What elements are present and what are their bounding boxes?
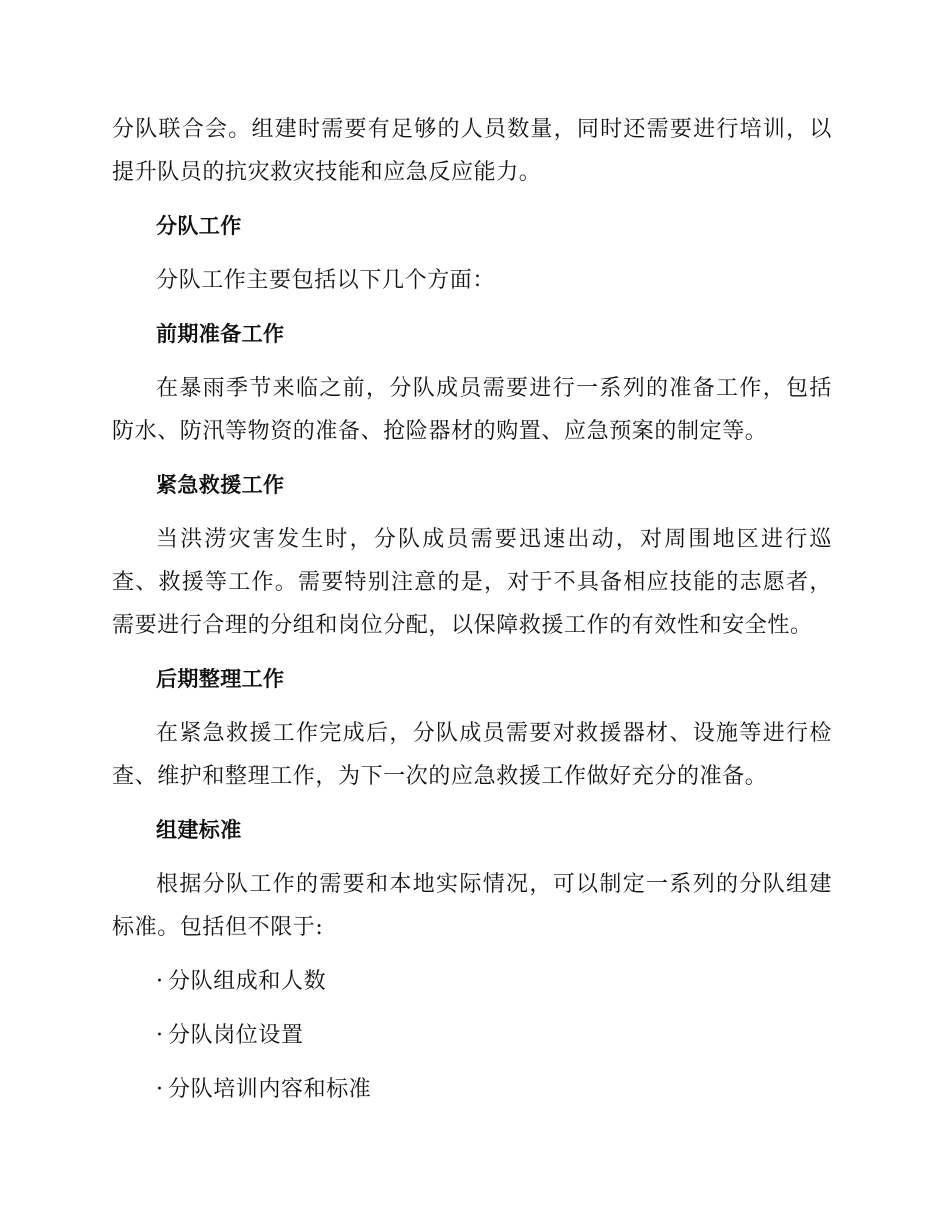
list-item xyxy=(112,1014,832,1057)
heading-standards: 组建标准 xyxy=(156,818,242,842)
heading-preparation: 前期准备工作 xyxy=(156,322,285,346)
heading-emergency-rescue: 紧急救援工作 xyxy=(156,473,285,497)
preparation-paragraph: 在暴雨季节来临之前，分队成员需要进行一系列的准备工作，包括防水、防汛等物资的准备、抢险器材的购置、应急预案的制定等。 xyxy=(112,376,832,444)
list-item-text: 分队岗位设置 xyxy=(168,1023,304,1048)
list-item xyxy=(112,960,832,1003)
bullet-mark: · xyxy=(156,1023,164,1048)
bullet-mark: · xyxy=(156,969,164,994)
team-work-intro: 分队工作主要包括以下几个方面： xyxy=(156,268,496,293)
list-item-text: 分队培训内容和标准 xyxy=(168,1077,372,1102)
post-cleanup-paragraph: 在紧急救援工作完成后，分队成员需要对救援器材、设施等进行检查、维护和整理工作，为下一次的应急救援工作做好充分的准备。 xyxy=(112,721,832,789)
heading-post-cleanup: 后期整理工作 xyxy=(156,667,285,691)
list-item xyxy=(112,1068,832,1111)
document-body xyxy=(112,108,832,1111)
intro-paragraph: 分队联合会。组建时需要有足够的人员数量，同时还需要进行培训，以提升队员的抗灾救灾技能和应急反应能力。 xyxy=(112,117,832,185)
bullet-mark: · xyxy=(156,1077,164,1102)
heading-team-work: 分队工作 xyxy=(156,214,242,238)
standards-paragraph: 根据分队工作的需要和本地实际情况，可以制定一系列的分队组建标准。包括但不限于: xyxy=(112,872,832,940)
emergency-rescue-paragraph: 当洪涝灾害发生时，分队成员需要迅速出动，对周围地区进行巡查、救援等工作。需要特别注意的是，对于不具备相应技能的志愿者，需要进行合理的分组和岗位分配，以保障救援工作的有效性和安全性。 xyxy=(112,527,832,638)
list-item-text: 分队组成和人数 xyxy=(168,969,327,994)
